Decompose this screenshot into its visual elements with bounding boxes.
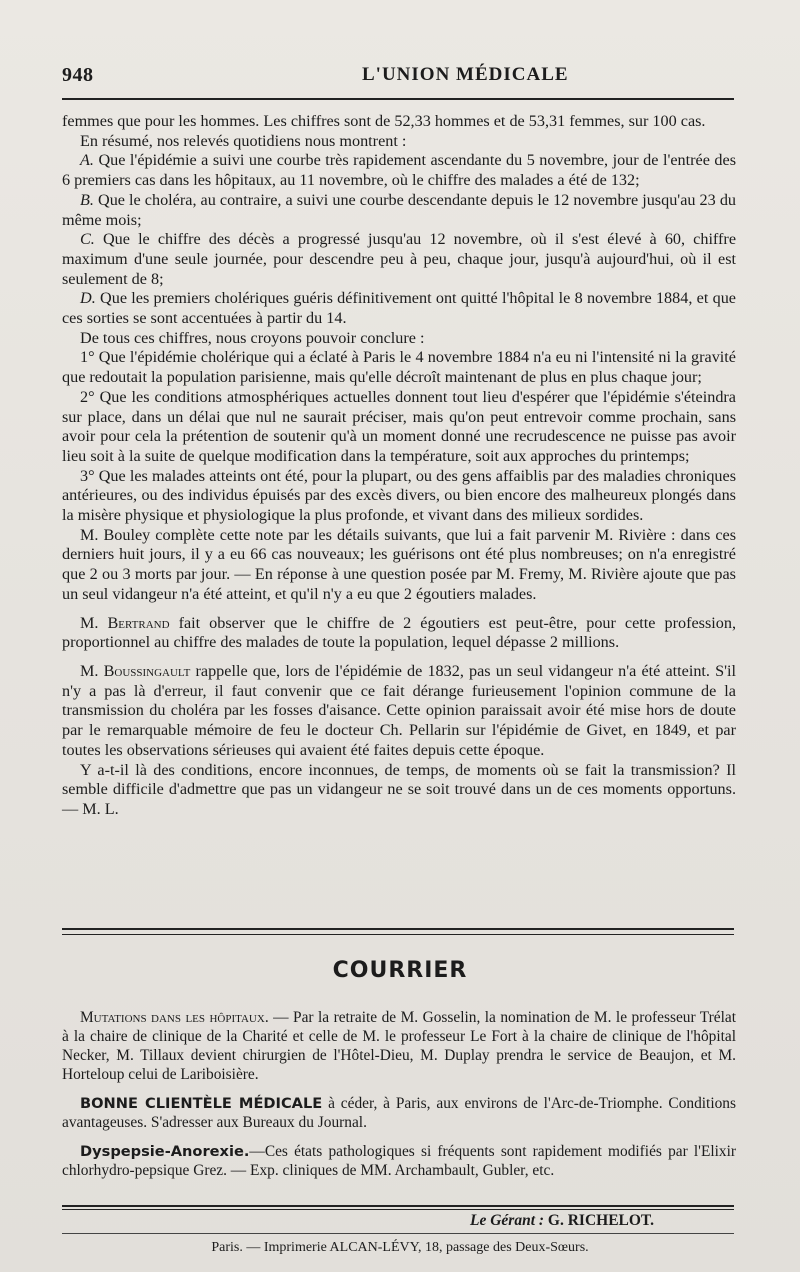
conclusion-3: 3° Que les malades atteints ont été, pour la plupart, ou des gens affaiblis par des maladies chroniques antérieures, ou des individus épuisés par des excès divers, ou bien encore des malheureux plongés dans la misère physique et physiologique la plus profonde, et vivant dans des milieux sordides. bbox=[62, 466, 736, 525]
paragraph: Y a-t-il là des conditions, encore inconnues, de temps, de moments où se fait la transmission? Il semble difficile d'admettre que pas un vidangeur ne se soit trouvé dans un de ces moments opportuns. — M. L. bbox=[62, 760, 736, 818]
paragraph: De tous ces chiffres, nous croyons pouvoir conclure : bbox=[80, 328, 425, 347]
item-letter: C. bbox=[80, 230, 95, 249]
paragraph-boussingault bbox=[62, 662, 736, 761]
header-rule bbox=[62, 98, 734, 100]
section-title: COURRIER bbox=[332, 958, 468, 983]
notice-text: à céder, à Paris, aux environs de l'Arc-de-Triomphe. Conditions avantageuses. S'adresser aux Bureaux du Journal. bbox=[62, 1095, 736, 1131]
conclusion-1: 1° Que l'épidémie cholérique qui a éclaté à Paris le 4 novembre 1884 n'a eu ni l'intensité ni la gravité que redoutait la population parisienne, mais qu'elle décroît maintenant de plus en plus chaque jour; bbox=[62, 348, 736, 387]
courrier-section bbox=[62, 1008, 736, 1190]
notice-text: —Ces états pathologiques si fréquents sont rapidement modifiés par l'Elixir chlorhydro-pepsique Grez. — Exp. cliniques de MM. Archambault, Gubler, etc. bbox=[62, 1143, 736, 1179]
imprint-rule bbox=[62, 1233, 734, 1234]
paragraph-bertrand bbox=[62, 614, 736, 653]
paragraph-b bbox=[62, 191, 736, 230]
item-letter: A. bbox=[80, 151, 94, 170]
page-number: 948 bbox=[62, 64, 94, 86]
notice-label: Mutations dans les hôpitaux. bbox=[80, 1009, 269, 1026]
item-text: Que le chiffre des décès a progressé jusqu'au 12 novembre, où il s'est élevé à 60, chiffre maximum d'une seule journée, pour descendre peu à peu, chaque jour, jusqu'à aujourd'hui, où il est seulement de 8; bbox=[62, 230, 736, 288]
printer-imprint: Paris. — Imprimerie ALCAN-LÉVY, 18, passage des Deux-Sœurs. bbox=[211, 1240, 589, 1255]
section-rule bbox=[62, 928, 734, 935]
dyspepsie-notice bbox=[62, 1142, 736, 1180]
journal-title: L'UNION MÉDICALE bbox=[362, 64, 569, 85]
paragraph-c bbox=[62, 230, 736, 289]
item-letter: B. bbox=[80, 190, 94, 209]
gerant-label: Le Gérant : bbox=[470, 1212, 545, 1229]
article-body bbox=[62, 112, 736, 820]
speaker-name: M. Bertrand bbox=[80, 613, 170, 632]
paragraph-text: fait observer que le chiffre de 2 égoutiers est peut-être, pour cette profession, proportionnel au chiffre des malades de toute la population, lequel dépasse 2 millions. bbox=[62, 613, 736, 652]
paragraph-a bbox=[62, 151, 736, 190]
paragraph: En résumé, nos relevés quotidiens nous montrent : bbox=[80, 131, 407, 150]
footer-rule bbox=[62, 1205, 734, 1210]
paragraph-text: rappelle que, lors de l'épidémie de 1832, pas un seul vidangeur n'a été atteint. S'il n'y a pas là d'erreur, il faut convenir que ce fait dérange furieusement l'opinion commune de la transmission du choléra par les fosses d'aisance. Cette opinion paraissait avoir été mise hors de doute par le remarquable mémoire de feu le docteur Ch. Pellarin sur l'épidémie de Givet, en 1849, et par toutes les observations sérieuses qui avaient été faites depuis cette époque. bbox=[62, 661, 737, 759]
paragraph: femmes que pour les hommes. Les chiffres sont de 52,33 hommes et de 53,31 femmes, sur 100 cas. bbox=[62, 112, 706, 130]
gerant-name: G. RICHELOT. bbox=[547, 1212, 654, 1229]
gerant-signature bbox=[470, 1212, 740, 1230]
speaker-name: M. Boussingault bbox=[80, 661, 191, 680]
notice-label: BONNE CLIENTÈLE MÉDICALE bbox=[80, 1095, 323, 1112]
conclusion-2: 2° Que les conditions atmosphériques actuelles donnent tout lieu d'espérer que l'épidémie s'éteindra sur place, dans un délai que nul ne saurait préciser, mais qu'on peut entrevoir comme prochain, sans avoir pour cela la prétention de soutenir qu'à un moment donné une recrudescence ne puisse pas avoir lieu soit à la suite de quelque modification dans la température, soit aux approches du printemps; bbox=[62, 387, 736, 465]
notice-text: — Par la retraite de M. Gosselin, la nomination de M. le professeur Trélat à la chaire de clinique de la Charité et celle de M. le professeur Le Fort à la chaire de clinique de l'hôpital Necker, M. Tillaux devient chirurgien de l'Hôtel-Dieu, M. Duplay prendra le service de Beaujon, et M. Horteloup celui de Lariboisière. bbox=[62, 1009, 736, 1083]
paragraph: M. Bouley complète cette note par les détails suivants, que lui a fait parvenir M. Rivière : dans ces derniers huit jours, il y a eu 66 cas nouveaux; les guérisons ont été plus nombreuses; on n'a enregistré que 2 ou 3 morts par jour. — En réponse à une question posée par M. Fremy, M. Rivière ajoute que pas un seul vidangeur n'a été atteint, et qu'il n'y a eu que 2 égoutiers malades. bbox=[62, 525, 736, 603]
paragraph-d bbox=[62, 289, 736, 328]
mutations-notice bbox=[62, 1008, 736, 1084]
running-header bbox=[62, 62, 734, 92]
item-text: Que l'épidémie a suivi une courbe très rapidement ascendante du 5 novembre, jour de l'entrée des 6 premiers cas dans les hôpitaux, au 11 novembre, où le chiffre des malades a été de 132; bbox=[62, 151, 736, 190]
notice-label: Dyspepsie-Anorexie. bbox=[80, 1143, 250, 1160]
clientele-notice bbox=[62, 1094, 736, 1132]
item-text: Que le choléra, au contraire, a suivi une courbe descendante depuis le 12 novembre jusqu'au 23 du même mois; bbox=[62, 190, 737, 229]
item-text: Que les premiers cholériques guéris définitivement ont quitté l'hôpital le 8 novembre 1884, et que ces sorties se sont accentuées à partir du 14. bbox=[62, 289, 736, 328]
item-letter: D. bbox=[80, 289, 96, 308]
